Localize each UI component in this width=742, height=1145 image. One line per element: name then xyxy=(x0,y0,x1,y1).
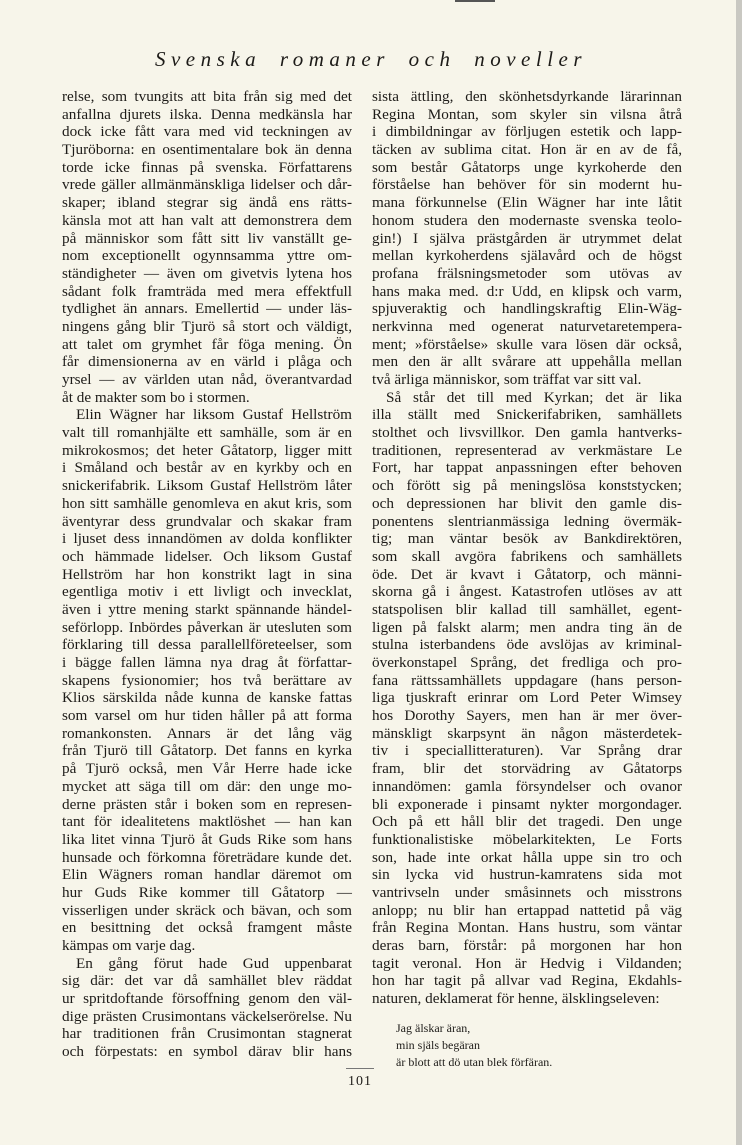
text-line: son, hade inte orkat hålla uppe sin tro och xyxy=(372,848,682,866)
text-line: nerkvinna med ogenerat naturvetaretempera- xyxy=(372,317,682,335)
text-line: anlopp; nu blir han ertappad nattetid på väg xyxy=(372,901,682,919)
text-line: deras barn, förstår: på morgonen har hon xyxy=(372,937,682,954)
text-line: Hellström har hon konstrikt lagt in sina xyxy=(62,565,352,583)
text-column-left xyxy=(62,88,352,1061)
text-line: öde. Det är kvavt i Gåtatorp, och männi- xyxy=(372,565,682,583)
text-line: ningens gång blir Tjurö så stort och väldigt, xyxy=(62,317,352,335)
poem-line: är blott att dö utan blek förfäran. xyxy=(396,1055,553,1069)
text-line: som består Gåtatorps unge kyrkoherde den xyxy=(372,158,682,176)
text-line: mellan kyrkoherdens själavård och de högst xyxy=(372,247,682,265)
text-line: vrede gäller allmänmänskliga lidelser och dår- xyxy=(62,176,352,194)
text-line: stulna isterbandens öde avslöjas av kriminal- xyxy=(372,636,682,654)
text-line: på Tjurö också, men Vår Herre hade icke xyxy=(62,760,352,778)
text-line: och förött sig på meningslösa konststycken; xyxy=(372,477,682,495)
text-line: Så står det till med Kyrkan; det är lika xyxy=(386,388,682,406)
text-line: skaper; ibland stegrar sig ändå ens rätts- xyxy=(62,194,352,212)
text-line: känsla mot att han valt att demonstrera dem xyxy=(62,211,352,229)
text-line: relse, som tvungits att bita från sig med det xyxy=(62,88,352,105)
text-line: Tjuröborna: en osentimentalare bok än denna xyxy=(62,141,352,159)
text-line: tant för idealitetens maktlöshet — han kan xyxy=(62,813,352,831)
text-line: dige prästen Crusimontans väckelserörelse. Nu xyxy=(62,1007,352,1025)
text-line: äventyrar dess grundvalar och skakar fram xyxy=(62,512,352,530)
text-line: honom studera den modernaste svenska teolo- xyxy=(372,211,682,229)
text-line: bli exponerade i pinsamt nykter morgondager. xyxy=(372,795,682,813)
text-line: dock icke fått vara med vid teckningen av xyxy=(62,123,352,141)
text-line: Elin Wägners roman handlar däremot om xyxy=(62,866,352,884)
text-line: mänskligt skarpsynt än någon mästerdetek- xyxy=(372,724,682,742)
text-line: fana rättssamhällets uppdagare (hans person- xyxy=(372,671,682,689)
text-line: anfallna djurets ilska. Denna medkänsla har xyxy=(62,105,352,123)
text-line: mikrokosmos; det heter Gåtatorp, ligger mitt xyxy=(62,441,352,459)
text-line: som skall avgöra fabrikens och samhällets xyxy=(372,547,682,565)
text-line: förståelse han behöver för sin modernt hu- xyxy=(372,176,682,194)
text-line: hunsade och förkomna företrädare kunde det. xyxy=(62,848,352,866)
text-line: egentliga motiv i ett livligt och invecklat, xyxy=(62,583,352,601)
text-line: skapens fysionomier; hos två berättare av xyxy=(62,671,352,689)
text-line: derne prästen står i boken som en represen- xyxy=(62,795,352,813)
text-line: ur spritdoftande försoffning genom den väl- xyxy=(62,990,352,1008)
text-line: i bägge fallen lämna nya drag åt författar- xyxy=(62,654,352,671)
text-line: En gång förut hade Gud uppenbarat xyxy=(76,954,352,972)
text-line: lika litet vinna Tjurö åt Guds Rike som hans xyxy=(62,830,352,848)
text-line: från Regina Montan. Hans hustru, som väntar xyxy=(372,919,682,937)
text-line: hans maka med. d:r Udd, en klipsk och varm, xyxy=(372,282,682,300)
text-line: vantrivseln under småsinnets och misstrons xyxy=(372,883,682,901)
text-line: torde icke finnas på svenska. Författarens xyxy=(62,158,352,176)
text-line: yrsel — av världen utan nåd, överantvardad xyxy=(62,371,352,388)
text-line: mycket att säga till om där: den unge mo- xyxy=(62,777,352,795)
page-number-rule xyxy=(346,1068,374,1069)
text-line: sin lycka vid hustrun-kamratens sida mot xyxy=(372,866,682,884)
text-line: åt de makter som bo i stormen. xyxy=(62,388,250,406)
text-column-right xyxy=(372,88,682,1008)
text-line: ment; »förståelse» skulle vara lösen där också, xyxy=(372,335,682,353)
text-line: naturen, deklamerat för henne, älsklingseleven: xyxy=(372,990,660,1008)
text-line: Klios särskilda nåde kunna de kanske fattas xyxy=(62,689,352,707)
text-line: snickerifabrik. Liksom Gustaf Hellström låter xyxy=(62,477,352,495)
text-line: mana förkunnelse (Elin Wägner har inte låtit xyxy=(372,194,682,212)
text-line: i dimbildningar av förljugen estetik och lapp- xyxy=(372,123,682,141)
text-line: sig där: det var då samhället blev räddat xyxy=(62,972,352,990)
text-line: ligen på falskt alarm; men andra ting än de xyxy=(372,618,682,636)
text-line: skorna gå i ångest. Katastrofen utlöses av att xyxy=(372,583,682,601)
text-line: ständigheter — även om givetvis lytena hos xyxy=(62,264,352,282)
text-line: seförlopp. Inbördes påverkan är utesluten som xyxy=(62,618,352,636)
running-header: Svenska romaner och noveller xyxy=(154,47,588,71)
text-line: profana frälsningsmetoder som utövas av xyxy=(372,264,682,282)
text-line: hur Guds Rike kommer till Gåtatorp — xyxy=(62,883,352,901)
text-line: innandömen: gamla försyndelser och ovanor xyxy=(372,777,682,795)
text-line: och depressionen har blivit den gamle dis- xyxy=(372,494,682,512)
text-line: visserligen under skräck och bävan, och som xyxy=(62,901,352,919)
text-line: spjuveraktig och handlingskraftig Elin-Wäg- xyxy=(372,300,682,318)
poem-line: Jag älskar äran, xyxy=(396,1021,471,1035)
text-line: Och på ett håll blir det tragedi. Den unge xyxy=(372,813,682,831)
page-number: 101 xyxy=(348,1074,372,1089)
text-line: två ärliga människor, som träffat var sitt val. xyxy=(372,371,642,388)
text-line: kämpas om varje dag. xyxy=(62,937,196,954)
text-line: som varsel om hur tiden håller på att forma xyxy=(62,707,352,725)
text-line: illa ställt med Snickerifabriken, samhällets xyxy=(372,406,682,424)
text-line: tagit veronal. Hon är Hedvig i Vildanden; xyxy=(372,954,682,972)
text-line: nom exceptionellt ogynnsamma yttre om- xyxy=(62,247,352,265)
page-edge xyxy=(736,0,742,1145)
text-line: funktionalistiske möbelarkitekten, Le Forts xyxy=(372,830,682,848)
text-line: fram, blir det storvädring av Gåtatorps xyxy=(372,760,682,778)
scan-mark xyxy=(455,0,495,2)
text-line: från Tjurö till Gåtatorp. Det fanns en kyrka xyxy=(62,742,352,760)
text-line: hon sitt samhälle genomleva en akut kris, som xyxy=(62,494,352,512)
text-line: sådant folk framträda med mera effektfull xyxy=(62,282,352,300)
text-line: en besittning det också framgent måste xyxy=(62,919,352,937)
text-line: Regina Montan, som skyler sin vilsna åtrå xyxy=(372,105,682,123)
text-line: sista ättling, den skönhetsdyrkande lärarinnan xyxy=(372,88,682,105)
text-line: statspolisen blir kallad till samhället, egent- xyxy=(372,600,682,618)
text-line: och hämmade lidelser. Och liksom Gustaf xyxy=(62,547,352,565)
text-line: hon har tagit på allvar vad Regina, Ekdahls- xyxy=(372,972,682,990)
text-line: täcken av sublima citat. Hon är en av de få, xyxy=(372,141,682,159)
text-line: romankonsten. Annars är det lång väg xyxy=(62,724,352,742)
text-line: i Småland och består av en kyrkby och en xyxy=(62,459,352,477)
text-line: att talet om grymhet får föga mening. Ön xyxy=(62,335,352,353)
text-line: även i yttre mening starkt spännande händel- xyxy=(62,600,352,618)
text-line: men den är allt svårare att uppehålla mellan xyxy=(372,353,682,371)
text-line: ponentens slentrianmässiga ledning övermäk- xyxy=(372,512,682,530)
text-line: stolthet och livsvillkor. Den gamla hantverks- xyxy=(372,424,682,442)
text-line: på människor som fått sitt liv vanställt ge- xyxy=(62,229,352,247)
text-line: Fort, har tappat anpassningen efter behoven xyxy=(372,459,682,477)
text-line: förklaring till dessa parallellföreteelser, som xyxy=(62,636,352,654)
text-line: traditionen, representerad av verkmästare Le xyxy=(372,441,682,459)
text-line: får dimensionerna av en värld i plåga och xyxy=(62,353,352,371)
text-line: valt till romanhjälte ett samhälle, som är en xyxy=(62,424,352,442)
text-line: Elin Wägner har liksom Gustaf Hellström xyxy=(76,406,352,424)
text-line: tig; man väntar besök av Bankdirektören, xyxy=(372,530,682,548)
text-line: tydlighet än annars. Emellertid — under läs- xyxy=(62,300,352,318)
poem-line: min själs begäran xyxy=(396,1038,480,1052)
text-line: överkonstapel Språng, det fredliga och pro- xyxy=(372,654,682,671)
text-line: tiv i speciallitteraturen). Var Språng drar xyxy=(372,742,682,760)
text-line: liga tjuskraft erinrar om Lord Peter Wimsey xyxy=(372,689,682,707)
text-line: och förpestats: en symbol därav blir hans xyxy=(62,1043,352,1061)
text-line: har traditionen från Crusimontan stagnerat xyxy=(62,1025,352,1043)
text-line: hos Dorothy Sayers, men han är mer över- xyxy=(372,707,682,725)
text-line: gin!) I själva prästgården är utrymmet delat xyxy=(372,229,682,247)
text-line: i ljuset dess innandömen av dolda konflikter xyxy=(62,530,352,548)
poem-quote xyxy=(396,1020,552,1071)
